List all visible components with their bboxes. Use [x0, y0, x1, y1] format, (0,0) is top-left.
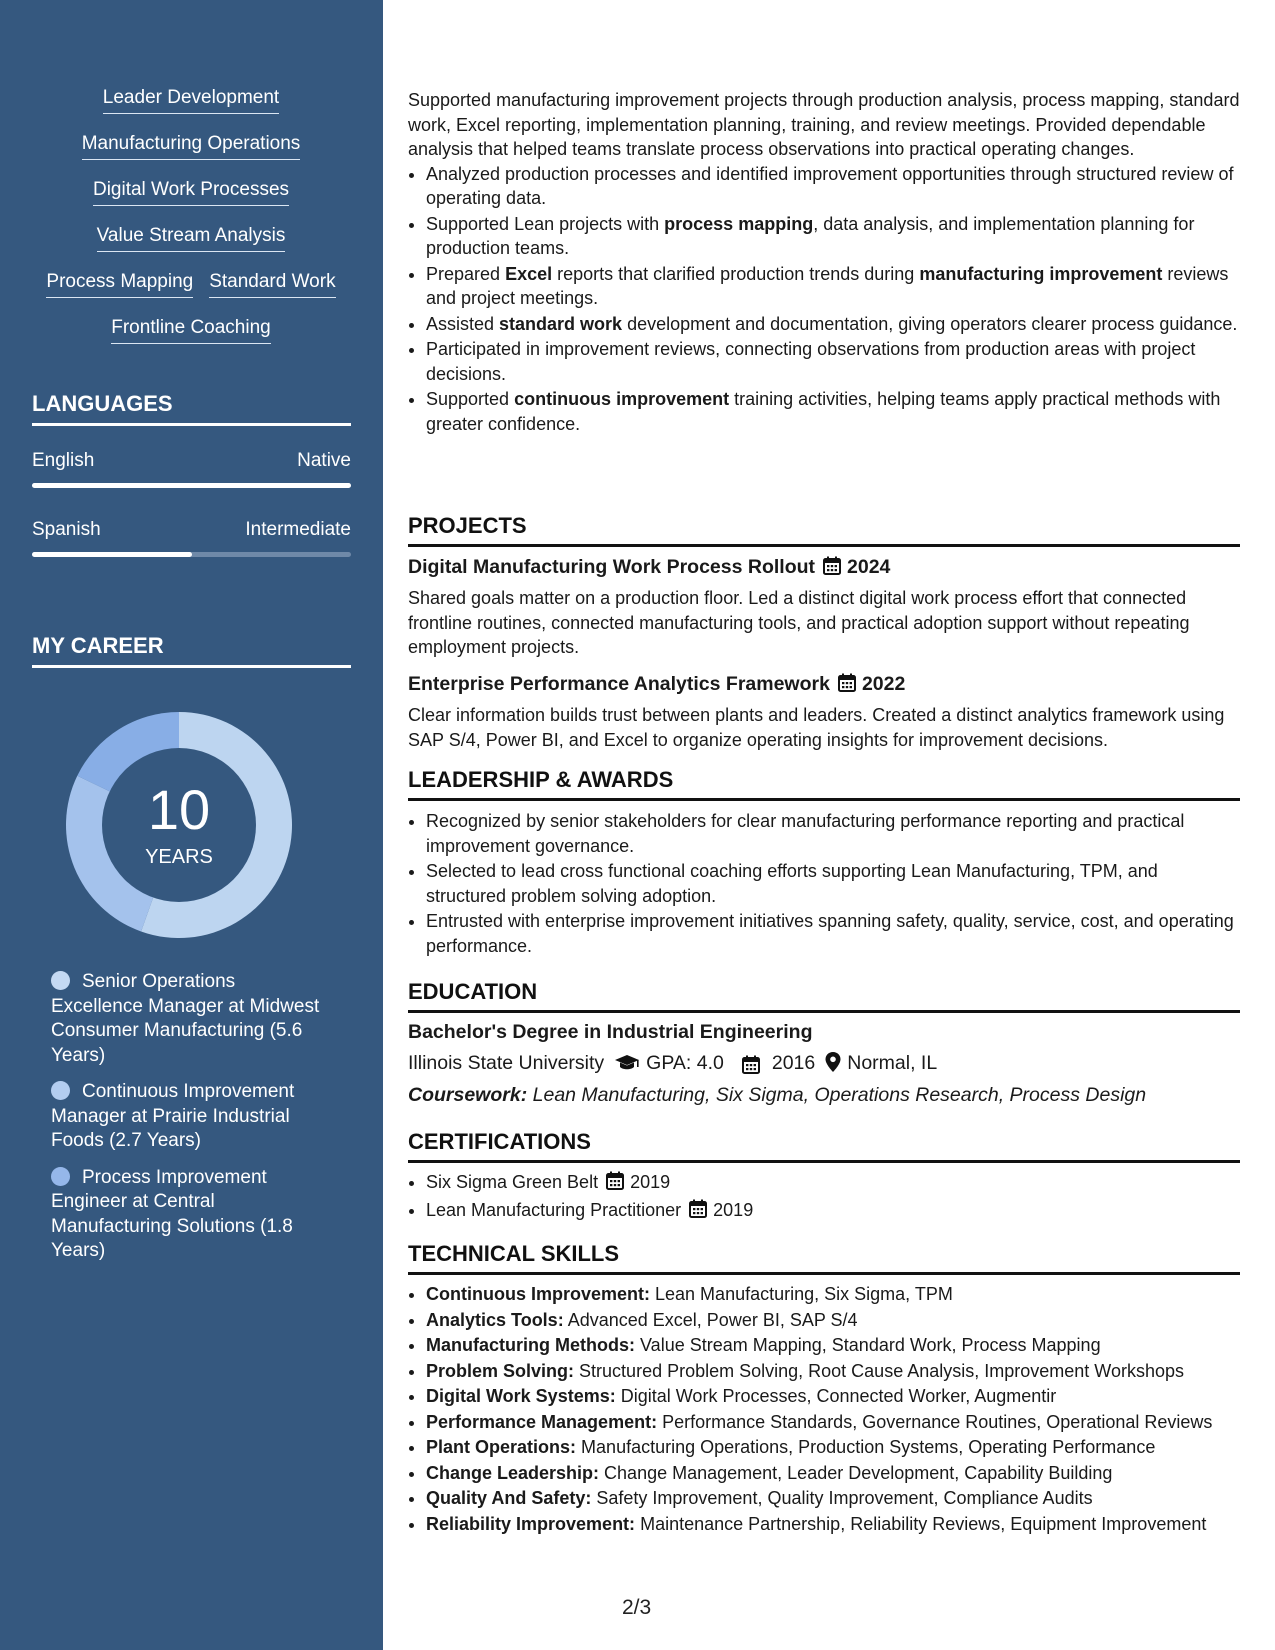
language-proficiency-bar [32, 552, 351, 557]
bullet-text: reports that clarified production trends during [552, 263, 920, 284]
experience-summary: Supported manufacturing improvement projects through production analysis, process mapping, standard work, Excel reporting, implementation planning, training, and review meetings. Provided dependable analysis that helped teams translate process observations into practical operating changes. [408, 90, 1240, 159]
leadership-bullet: • Entrusted with enterprise improvement initiatives spanning safety, quality, service, cost, and operating performance. [426, 909, 1240, 958]
skill-item [426, 1435, 1240, 1460]
degree-title: Bachelor's Degree in Industrial Engineering [408, 1021, 813, 1043]
gpa: GPA: 4.0 [646, 1052, 724, 1074]
projects-heading: PROJECTS [408, 512, 1240, 547]
certifications-section [408, 1170, 1240, 1225]
skill-tags [32, 84, 350, 360]
certification-name: Six Sigma Green Belt [426, 1172, 599, 1192]
certification-name: Lean Manufacturing Practitioner [426, 1199, 682, 1220]
skill-item [426, 1512, 1240, 1537]
technical-skills-section [408, 1282, 1240, 1537]
skill-category: Manufacturing Methods: [426, 1335, 635, 1355]
career-legend-dot [51, 1167, 70, 1186]
project-item [408, 554, 1240, 660]
skill-category: Continuous Improvement: [426, 1284, 650, 1304]
project-title: Enterprise Performance Analytics Framework [408, 673, 830, 695]
career-text: Senior Operations Excellence Manager at Midwest Consumer Manufacturing (5.6 Years) [51, 971, 320, 1066]
experience-bullet [426, 162, 1240, 211]
leadership-section [408, 809, 1240, 959]
career-heading: MY CAREER [32, 632, 351, 668]
career-text: Process Improvement Engineer at Central Manufacturing Solutions (1.8 Years) [51, 1166, 293, 1261]
skill-item [426, 1359, 1240, 1384]
skill-item [426, 1461, 1240, 1486]
skill-tag: Process Mapping [46, 268, 193, 298]
experience-bullets [408, 162, 1240, 437]
experience-bullet [426, 337, 1240, 386]
skill-values: Structured Problem Solving, Root Cause Analysis, Improvement Workshops [579, 1360, 1184, 1381]
language-spanish [32, 517, 351, 557]
bullet-text: Analyzed production processes and identified improvement opportunities through structured review of operating data. [426, 163, 1234, 208]
bullet-text: Supported [426, 389, 515, 409]
skill-category: Digital Work Systems: [426, 1386, 616, 1406]
skill-values: Safety Improvement, Quality Improvement, Compliance Audits [596, 1488, 1093, 1508]
skill-tag: Frontline Coaching [111, 314, 270, 344]
skill-category: Quality And Safety: [426, 1488, 592, 1508]
certification-item [426, 1170, 1240, 1197]
career-donut-chart [66, 712, 292, 938]
skill-category: Reliability Improvement: [426, 1513, 636, 1534]
calendar-icon [689, 1199, 707, 1225]
bullet-text: Supported Lean projects with [426, 213, 665, 234]
experience-bullet [426, 262, 1240, 311]
bullet-text: Assisted [426, 313, 500, 334]
career-legend-dot [51, 971, 70, 990]
language-level: Intermediate [245, 519, 351, 540]
tag-row [32, 176, 350, 206]
language-proficiency-bar [32, 483, 351, 488]
tag-row [32, 130, 350, 160]
skill-category: Analytics Tools: [426, 1309, 564, 1330]
certification-year: 2019 [630, 1172, 671, 1192]
bullet-text: , data analysis, and implementation planning for production teams. [426, 213, 1195, 258]
language-proficiency-fill [32, 552, 192, 557]
page-number: 2/3 [622, 1596, 652, 1619]
skill-category: Plant Operations: [426, 1437, 577, 1457]
skill-tag: Standard Work [209, 268, 335, 298]
skill-tag: Digital Work Processes [93, 176, 289, 206]
project-item [408, 671, 1240, 752]
language-proficiency-fill [32, 483, 351, 488]
bullet-text: Prepared [426, 263, 506, 284]
bullet-text: development and documentation, giving operators clearer process guidance. [622, 313, 1238, 334]
language-name: Spanish [32, 519, 101, 540]
sidebar [0, 0, 383, 1650]
skill-values: Value Stream Mapping, Standard Work, Process Mapping [640, 1335, 1101, 1355]
language-level: Native [297, 450, 351, 471]
bullet-text: reviews and project meetings. [426, 263, 1229, 308]
bullet-keyword: Excel [505, 263, 553, 284]
project-description: Clear information builds trust between plants and leaders. Created a distinct analytics framework using SAP S/4, Power BI, and Excel to organize operating insights for improvement decisions. [408, 705, 1225, 750]
skill-values: Advanced Excel, Power BI, SAP S/4 [567, 1309, 858, 1330]
coursework: Lean Manufacturing, Six Sigma, Operations Research, Process Design [532, 1084, 1147, 1106]
location-pin-icon [825, 1052, 841, 1072]
skill-values: Performance Standards, Governance Routines, Operational Reviews [662, 1411, 1213, 1432]
calendar-icon [606, 1171, 624, 1197]
career-item [51, 1166, 331, 1264]
career-list [51, 970, 331, 1276]
language-name: English [32, 450, 95, 471]
calendar-icon [732, 1052, 766, 1079]
skill-values: Change Management, Leader Development, Capability Building [604, 1462, 1113, 1483]
tag-row [32, 268, 350, 298]
project-year: 2024 [847, 556, 891, 578]
skill-item [426, 1282, 1240, 1307]
graduation-year: 2016 [771, 1052, 816, 1074]
skill-item [426, 1384, 1240, 1409]
leadership-bullet: • Recognized by senior stakeholders for clear manufacturing performance reporting and practical improvement governance. [426, 809, 1240, 858]
certifications-heading: CERTIFICATIONS [408, 1128, 1240, 1163]
bullet-keyword: standard work [499, 313, 623, 334]
skill-item [426, 1308, 1240, 1333]
tag-row [32, 222, 350, 252]
skill-category: Problem Solving: [426, 1360, 575, 1381]
certification-item [426, 1198, 1240, 1225]
skill-tag: Value Stream Analysis [97, 222, 286, 252]
school-name: Illinois State University [408, 1052, 605, 1074]
skill-item [426, 1486, 1240, 1511]
experience-bullet [426, 312, 1240, 337]
languages-heading: LANGUAGES [32, 390, 351, 426]
skill-category: Change Leadership: [426, 1462, 600, 1483]
career-text: Continuous Improvement Manager at Prairie Industrial Foods (2.7 Years) [51, 1081, 295, 1151]
tag-row [32, 84, 350, 114]
career-item [51, 1080, 331, 1154]
skill-values: Manufacturing Operations, Production Systems, Operating Performance [581, 1437, 1156, 1457]
career-years-unit: YEARS [145, 846, 213, 868]
skill-tag: Manufacturing Operations [82, 130, 301, 160]
skill-item [426, 1333, 1240, 1358]
coursework-label: Coursework: [408, 1084, 528, 1106]
skill-values: Maintenance Partnership, Reliability Reviews, Equipment Improvement [640, 1513, 1207, 1534]
leadership-bullet: • Selected to lead cross functional coaching efforts supporting Lean Manufacturing, TPM, and structured problem solving adoption. [426, 859, 1240, 908]
certification-year: 2019 [713, 1199, 754, 1220]
bullet-keyword: continuous improvement [514, 389, 730, 409]
graduation-cap-icon [614, 1054, 640, 1072]
language-english [32, 448, 351, 488]
skill-item [426, 1410, 1240, 1435]
experience-bullet [426, 212, 1240, 261]
project-year: 2022 [861, 673, 906, 695]
experience-bullet [426, 387, 1240, 436]
calendar-icon [823, 556, 841, 582]
education-heading: EDUCATION [408, 978, 1240, 1013]
tag-row [32, 314, 350, 344]
bullet-keyword: manufacturing improvement [919, 263, 1163, 284]
education-section [408, 1019, 1240, 1109]
technical-skills-heading: TECHNICAL SKILLS [408, 1240, 1240, 1275]
skill-values: Digital Work Processes, Connected Worker, Augmentir [620, 1386, 1057, 1406]
bullet-keyword: process mapping [664, 213, 814, 234]
project-description: Shared goals matter on a production floor. Led a distinct digital work process effort that connected frontline routines, connected manufacturing tools, and practical adoption support without repeating employment projects. [408, 588, 1190, 657]
skill-category: Performance Management: [426, 1411, 658, 1432]
career-years-number: 10 [147, 778, 211, 841]
calendar-icon [838, 673, 856, 699]
leadership-heading: LEADERSHIP & AWARDS [408, 766, 1240, 801]
experience-section [408, 88, 1240, 437]
skill-tag: Leader Development [103, 84, 279, 114]
school-location: Normal, IL [847, 1052, 938, 1074]
skill-values: Lean Manufacturing, Six Sigma, TPM [655, 1284, 953, 1304]
project-title: Digital Manufacturing Work Process Rollout [408, 556, 816, 578]
career-item [51, 970, 331, 1068]
bullet-text: Participated in improvement reviews, connecting observations from production areas with project decisions. [426, 339, 1196, 384]
bullet-text: training activities, helping teams apply practical methods with greater confidence. [426, 389, 1221, 434]
career-legend-dot [51, 1081, 70, 1100]
